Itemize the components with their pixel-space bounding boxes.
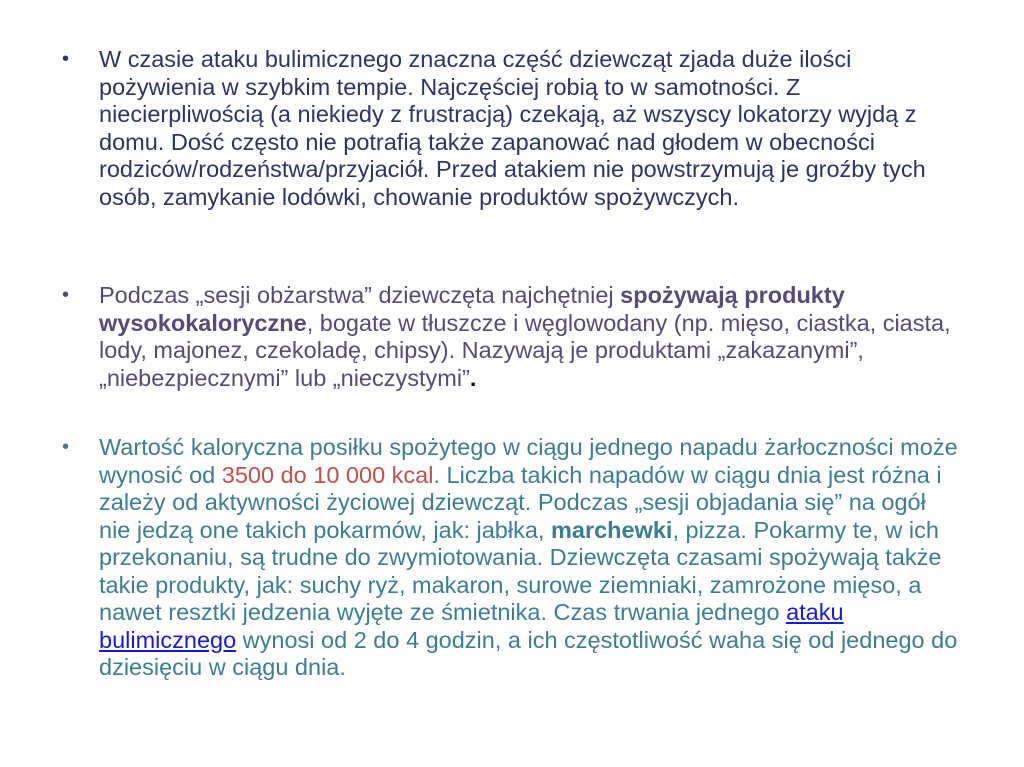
- bullet-item-3: [62, 434, 962, 682]
- paragraph-3: [99, 434, 962, 682]
- paragraph-2-part2: , bogate w tłuszcze i węglowodany (np. mięso, ciastka, ciasta, lody, majonez, czekoladę, chipsy). Nazywają je produktami „zakazanymi”, „niebezpiecznymi” lub „nieczystymi”: [99, 309, 951, 391]
- paragraph-2-bold: spożywają produkty wysokokaloryczne: [99, 282, 845, 336]
- paragraph-3-part1: Wartość kaloryczna posiłku spożytego w ciągu jednego napadu żarłoczności może wynosić od: [99, 434, 958, 488]
- paragraph-2: [99, 282, 962, 392]
- bullet-item-1: [62, 46, 962, 211]
- calorie-range: 3500 do 10 000 kcal: [221, 461, 434, 488]
- bullet-icon: •: [62, 284, 70, 306]
- paragraph-3-part3: , pizza. Pokarmy te, w ich przekonaniu, są trudne do zwymiotowania. Dziewczęta czasami spożywają także takie produkty, jak: suchy ryż, makaron, surowe ziemniaki, zamrożone mięso, a nawet resztki jedzenia wyjęte ze śmietnika. Czas trwania jednego: [99, 516, 942, 625]
- paragraph-2-end: .: [469, 364, 477, 391]
- bullet-icon: •: [62, 436, 70, 458]
- paragraph-3-part2: . Liczba takich napadów w ciągu dnia jest różna i zależy od aktywności życiowej dziewcząt. Podczas „sesji objadania się” na ogół nie jedzą one takich pokarmów, jak: jabłka,: [99, 461, 942, 543]
- paragraph-1: [99, 46, 962, 211]
- paragraph-1-text: W czasie ataku bulimicznego znaczna część dziewcząt zjada duże ilości pożywienia w szybkim tempie. Najczęściej robią to w samotności. Z niecierpliwością (a niekiedy z frustracją) czekają, aż wszyscy lokatorzy wyjdą z domu. Dość często nie potrafią także zapanować nad głodem w obecności rodziców/rodzeństwa/przyjaciół. Przed atakiem nie powstrzymują je groźby tych osób, zamykanie lodówki, chowanie produktów spożywczych.: [99, 46, 926, 210]
- bulimia-attack-link[interactable]: ataku bulimicznego: [99, 599, 844, 653]
- bullet-item-2: [62, 282, 962, 392]
- paragraph-3-bold: marchewki: [550, 516, 673, 543]
- bullet-icon: •: [62, 48, 70, 70]
- paragraph-3-part4: wynosi od 2 do 4 godzin, a ich częstotliwość waha się od jednego do dziesięciu w ciągu dnia.: [99, 626, 958, 680]
- paragraph-2-part1: Podczas „sesji obżarstwa” dziewczęta najchętniej: [99, 282, 621, 308]
